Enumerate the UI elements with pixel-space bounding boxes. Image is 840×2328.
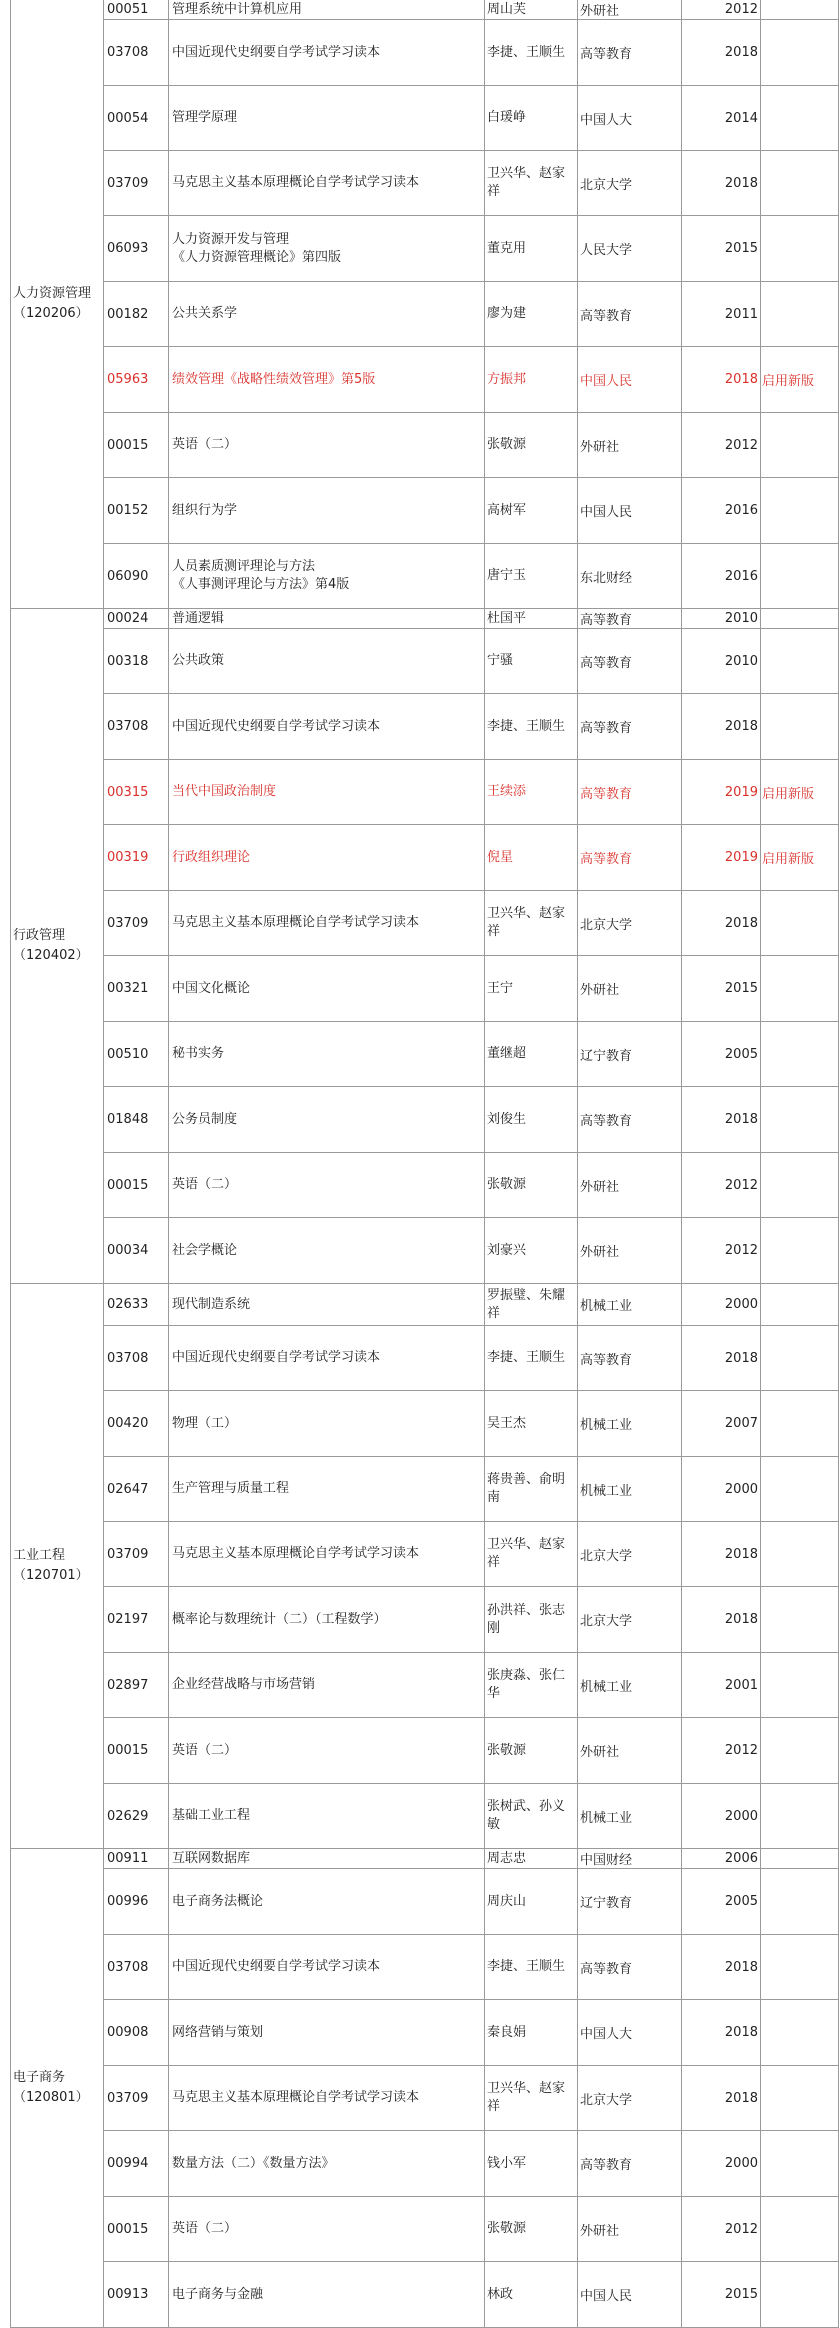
year-cell: 2018 <box>682 2000 761 2066</box>
course-name-cell: 社会学概论 <box>169 1218 485 1284</box>
author-cell: 周志忠 <box>485 1849 578 1869</box>
course-code-cell: 00510 <box>104 1022 169 1087</box>
note-cell <box>761 2000 839 2066</box>
publisher-cell: 机械工业 <box>578 1284 682 1326</box>
note-cell: 启用新版 <box>761 760 839 825</box>
year-cell: 2012 <box>682 1218 761 1284</box>
course-code-cell: 00908 <box>104 2000 169 2066</box>
course-code-cell: 02629 <box>104 1784 169 1849</box>
publisher-cell: 东北财经 <box>578 544 682 609</box>
course-code-cell: 00182 <box>104 282 169 347</box>
author-cell: 倪星 <box>485 825 578 891</box>
note-cell <box>761 2197 839 2262</box>
major-cell: 行政管理（120402） <box>11 609 104 1284</box>
author-cell: 钱小军 <box>485 2131 578 2197</box>
table-row <box>11 1218 839 1284</box>
year-cell: 2019 <box>682 825 761 891</box>
course-code-cell: 02197 <box>104 1587 169 1653</box>
course-name-cell: 公共政策 <box>169 629 485 694</box>
course-code-cell: 00015 <box>104 2197 169 2262</box>
note-cell <box>761 1218 839 1284</box>
table-row <box>11 1784 839 1849</box>
table-row <box>11 1284 839 1326</box>
author-cell: 秦良娟 <box>485 2000 578 2066</box>
year-cell: 2007 <box>682 1391 761 1457</box>
table-row <box>11 151 839 216</box>
year-cell: 2006 <box>682 1849 761 1869</box>
course-code-cell: 03709 <box>104 151 169 216</box>
course-code-cell: 00318 <box>104 629 169 694</box>
author-cell: 卫兴华、赵家祥 <box>485 151 578 216</box>
course-name-cell: 秘书实务 <box>169 1022 485 1087</box>
author-cell: 高树军 <box>485 478 578 544</box>
year-cell: 2014 <box>682 86 761 151</box>
table-row <box>11 956 839 1022</box>
note-cell <box>761 282 839 347</box>
course-name-cell: 概率论与数理统计（二）（工程数学） <box>169 1587 485 1653</box>
author-cell: 卫兴华、赵家祥 <box>485 891 578 956</box>
note-cell <box>761 216 839 282</box>
course-code-cell: 00054 <box>104 86 169 151</box>
note-cell <box>761 1522 839 1587</box>
author-cell: 廖为建 <box>485 282 578 347</box>
author-cell: 唐宁玉 <box>485 544 578 609</box>
course-name-cell: 绩效管理《战略性绩效管理》第5版 <box>169 347 485 413</box>
note-cell <box>761 1869 839 1935</box>
author-cell: 张敬源 <box>485 413 578 478</box>
author-cell: 张敬源 <box>485 1153 578 1218</box>
course-name-cell: 人员素质测评理论与方法 《人事测评理论与方法》第4版 <box>169 544 485 609</box>
table-row <box>11 1391 839 1457</box>
course-code-cell: 00015 <box>104 413 169 478</box>
year-cell: 2019 <box>682 760 761 825</box>
note-cell <box>761 1587 839 1653</box>
note-cell <box>761 1087 839 1153</box>
year-cell: 2012 <box>682 1153 761 1218</box>
publisher-cell: 外研社 <box>578 956 682 1022</box>
course-name-cell: 组织行为学 <box>169 478 485 544</box>
year-cell: 2015 <box>682 956 761 1022</box>
note-cell <box>761 544 839 609</box>
author-cell: 张庚淼、张仁华 <box>485 1653 578 1718</box>
author-cell: 张敬源 <box>485 1718 578 1784</box>
course-name-cell: 电子商务法概论 <box>169 1869 485 1935</box>
course-code-cell: 00051 <box>104 0 169 20</box>
table-row <box>11 760 839 825</box>
table-row <box>11 1153 839 1218</box>
publisher-cell: 北京大学 <box>578 1587 682 1653</box>
author-cell: 李捷、王顺生 <box>485 1935 578 2000</box>
course-name-cell: 基础工业工程 <box>169 1784 485 1849</box>
note-cell: 启用新版 <box>761 825 839 891</box>
course-table <box>10 0 839 2328</box>
table-row <box>11 1718 839 1784</box>
author-cell: 吴王杰 <box>485 1391 578 1457</box>
year-cell: 2018 <box>682 1935 761 2000</box>
publisher-cell: 外研社 <box>578 1153 682 1218</box>
publisher-cell: 辽宁教育 <box>578 1022 682 1087</box>
table-row <box>11 1587 839 1653</box>
author-cell: 卫兴华、赵家祥 <box>485 2066 578 2131</box>
year-cell: 2000 <box>682 1784 761 1849</box>
publisher-cell: 外研社 <box>578 2197 682 2262</box>
note-cell <box>761 413 839 478</box>
author-cell: 方振邦 <box>485 347 578 413</box>
course-name-cell: 现代制造系统 <box>169 1284 485 1326</box>
course-code-cell: 00034 <box>104 1218 169 1284</box>
year-cell: 2018 <box>682 347 761 413</box>
course-name-cell: 英语（二） <box>169 2197 485 2262</box>
author-cell: 王宁 <box>485 956 578 1022</box>
year-cell: 2012 <box>682 413 761 478</box>
course-code-cell: 03708 <box>104 1326 169 1391</box>
publisher-cell: 高等教育 <box>578 1087 682 1153</box>
year-cell: 2016 <box>682 544 761 609</box>
publisher-cell: 高等教育 <box>578 20 682 86</box>
course-code-cell: 03709 <box>104 1522 169 1587</box>
year-cell: 2018 <box>682 1522 761 1587</box>
note-cell <box>761 891 839 956</box>
course-code-cell: 01848 <box>104 1087 169 1153</box>
course-code-cell: 02647 <box>104 1457 169 1522</box>
table-row <box>11 216 839 282</box>
publisher-cell: 外研社 <box>578 0 682 20</box>
table-row <box>11 2131 839 2197</box>
table-row <box>11 2262 839 2328</box>
year-cell: 2018 <box>682 1587 761 1653</box>
note-cell <box>761 1718 839 1784</box>
course-name-cell: 中国近现代史纲要自学考试学习读本 <box>169 694 485 760</box>
course-name-cell: 中国近现代史纲要自学考试学习读本 <box>169 1326 485 1391</box>
publisher-cell: 北京大学 <box>578 151 682 216</box>
author-cell: 周山芙 <box>485 0 578 20</box>
course-name-cell: 物理（工） <box>169 1391 485 1457</box>
publisher-cell: 高等教育 <box>578 694 682 760</box>
year-cell: 2012 <box>682 0 761 20</box>
author-cell: 李捷、王顺生 <box>485 1326 578 1391</box>
note-cell <box>761 2066 839 2131</box>
course-name-cell: 中国近现代史纲要自学考试学习读本 <box>169 1935 485 2000</box>
table-row <box>11 347 839 413</box>
table-row <box>11 891 839 956</box>
course-code-cell: 03709 <box>104 2066 169 2131</box>
note-cell <box>761 1153 839 1218</box>
table-row <box>11 20 839 86</box>
publisher-cell: 中国人民 <box>578 347 682 413</box>
course-name-cell: 行政组织理论 <box>169 825 485 891</box>
table-row <box>11 694 839 760</box>
course-code-cell: 00315 <box>104 760 169 825</box>
course-code-cell: 00420 <box>104 1391 169 1457</box>
course-name-cell: 英语（二） <box>169 1153 485 1218</box>
course-name-cell: 网络营销与策划 <box>169 2000 485 2066</box>
course-name-cell: 企业经营战略与市场营销 <box>169 1653 485 1718</box>
course-code-cell: 00015 <box>104 1718 169 1784</box>
publisher-cell: 高等教育 <box>578 2131 682 2197</box>
year-cell: 2010 <box>682 629 761 694</box>
publisher-cell: 中国人大 <box>578 86 682 151</box>
table-row <box>11 1935 839 2000</box>
course-name-cell: 中国文化概论 <box>169 956 485 1022</box>
course-name-cell: 马克思主义基本原理概论自学考试学习读本 <box>169 2066 485 2131</box>
author-cell: 罗振璧、朱耀祥 <box>485 1284 578 1326</box>
table-row <box>11 1457 839 1522</box>
note-cell <box>761 1653 839 1718</box>
note-cell <box>761 151 839 216</box>
course-name-cell: 数量方法（二）《数量方法》 <box>169 2131 485 2197</box>
publisher-cell: 高等教育 <box>578 760 682 825</box>
publisher-cell: 高等教育 <box>578 609 682 629</box>
year-cell: 2018 <box>682 1087 761 1153</box>
author-cell: 董克用 <box>485 216 578 282</box>
publisher-cell: 机械工业 <box>578 1457 682 1522</box>
year-cell: 2000 <box>682 1284 761 1326</box>
course-code-cell: 00024 <box>104 609 169 629</box>
table-row <box>11 413 839 478</box>
table-row <box>11 2197 839 2262</box>
publisher-cell: 机械工业 <box>578 1784 682 1849</box>
year-cell: 2015 <box>682 2262 761 2328</box>
course-code-cell: 06090 <box>104 544 169 609</box>
publisher-cell: 中国人民 <box>578 478 682 544</box>
year-cell: 2012 <box>682 2197 761 2262</box>
course-name-cell: 公务员制度 <box>169 1087 485 1153</box>
table-row <box>11 2000 839 2066</box>
publisher-cell: 机械工业 <box>578 1391 682 1457</box>
year-cell: 2016 <box>682 478 761 544</box>
table-row <box>11 2066 839 2131</box>
author-cell: 宁骚 <box>485 629 578 694</box>
course-code-cell: 02897 <box>104 1653 169 1718</box>
course-name-cell: 英语（二） <box>169 413 485 478</box>
note-cell <box>761 609 839 629</box>
table-row <box>11 1869 839 1935</box>
publisher-cell: 高等教育 <box>578 825 682 891</box>
note-cell <box>761 1784 839 1849</box>
publisher-cell: 高等教育 <box>578 1326 682 1391</box>
note-cell <box>761 86 839 151</box>
year-cell: 2001 <box>682 1653 761 1718</box>
course-name-cell: 当代中国政治制度 <box>169 760 485 825</box>
year-cell: 2010 <box>682 609 761 629</box>
publisher-cell: 人民大学 <box>578 216 682 282</box>
table-row <box>11 1522 839 1587</box>
course-code-cell: 05963 <box>104 347 169 413</box>
table-row <box>11 282 839 347</box>
author-cell: 董继超 <box>485 1022 578 1087</box>
course-name-cell: 马克思主义基本原理概论自学考试学习读本 <box>169 1522 485 1587</box>
year-cell: 2018 <box>682 20 761 86</box>
table-row <box>11 1653 839 1718</box>
course-code-cell: 03708 <box>104 694 169 760</box>
course-code-cell: 03708 <box>104 1935 169 2000</box>
author-cell: 杜国平 <box>485 609 578 629</box>
note-cell <box>761 478 839 544</box>
year-cell: 2011 <box>682 282 761 347</box>
publisher-cell: 中国人大 <box>578 2000 682 2066</box>
course-name-cell: 管理学原理 <box>169 86 485 151</box>
major-cell: 电子商务（120801） <box>11 1849 104 2328</box>
table-row <box>11 825 839 891</box>
course-code-cell: 03708 <box>104 20 169 86</box>
course-code-cell: 00319 <box>104 825 169 891</box>
course-code-cell: 00911 <box>104 1849 169 1869</box>
year-cell: 2018 <box>682 151 761 216</box>
note-cell <box>761 1022 839 1087</box>
year-cell: 2000 <box>682 2131 761 2197</box>
publisher-cell: 北京大学 <box>578 1522 682 1587</box>
author-cell: 刘俊生 <box>485 1087 578 1153</box>
table-row <box>11 629 839 694</box>
course-name-cell: 普通逻辑 <box>169 609 485 629</box>
year-cell: 2018 <box>682 1326 761 1391</box>
course-code-cell: 02633 <box>104 1284 169 1326</box>
year-cell: 2005 <box>682 1022 761 1087</box>
author-cell: 蒋贵善、俞明南 <box>485 1457 578 1522</box>
course-name-cell: 马克思主义基本原理概论自学考试学习读本 <box>169 891 485 956</box>
author-cell: 张树武、孙义敏 <box>485 1784 578 1849</box>
table-row <box>11 478 839 544</box>
course-name-cell: 生产管理与质量工程 <box>169 1457 485 1522</box>
publisher-cell: 高等教育 <box>578 282 682 347</box>
course-code-cell: 03709 <box>104 891 169 956</box>
publisher-cell: 外研社 <box>578 413 682 478</box>
course-name-cell: 公共关系学 <box>169 282 485 347</box>
course-code-cell: 00994 <box>104 2131 169 2197</box>
table-row <box>11 1022 839 1087</box>
publisher-cell: 高等教育 <box>578 629 682 694</box>
publisher-cell: 高等教育 <box>578 1935 682 2000</box>
year-cell: 2018 <box>682 694 761 760</box>
year-cell: 2015 <box>682 216 761 282</box>
table-row <box>11 86 839 151</box>
year-cell: 2005 <box>682 1869 761 1935</box>
course-code-cell: 00015 <box>104 1153 169 1218</box>
course-name-cell: 电子商务与金融 <box>169 2262 485 2328</box>
publisher-cell: 中国人民 <box>578 2262 682 2328</box>
publisher-cell: 机械工业 <box>578 1653 682 1718</box>
author-cell: 林政 <box>485 2262 578 2328</box>
publisher-cell: 辽宁教育 <box>578 1869 682 1935</box>
course-code-cell: 00321 <box>104 956 169 1022</box>
publisher-cell: 北京大学 <box>578 891 682 956</box>
course-code-cell: 00913 <box>104 2262 169 2328</box>
note-cell <box>761 20 839 86</box>
author-cell: 周庆山 <box>485 1869 578 1935</box>
course-code-cell: 06093 <box>104 216 169 282</box>
table-row <box>11 609 839 629</box>
course-code-cell: 00152 <box>104 478 169 544</box>
note-cell <box>761 1457 839 1522</box>
table-row <box>11 1326 839 1391</box>
author-cell: 卫兴华、赵家祥 <box>485 1522 578 1587</box>
note-cell <box>761 1326 839 1391</box>
table-row <box>11 1087 839 1153</box>
year-cell: 2012 <box>682 1718 761 1784</box>
author-cell: 王续添 <box>485 760 578 825</box>
course-name-cell: 管理系统中计算机应用 <box>169 0 485 20</box>
publisher-cell: 外研社 <box>578 1718 682 1784</box>
note-cell: 启用新版 <box>761 347 839 413</box>
note-cell <box>761 2262 839 2328</box>
course-code-cell: 00996 <box>104 1869 169 1935</box>
author-cell: 刘豪兴 <box>485 1218 578 1284</box>
major-cell: 工业工程（120701） <box>11 1284 104 1849</box>
author-cell: 李捷、王顺生 <box>485 20 578 86</box>
note-cell <box>761 1391 839 1457</box>
year-cell: 2000 <box>682 1457 761 1522</box>
table-row <box>11 0 839 20</box>
course-name-cell: 马克思主义基本原理概论自学考试学习读本 <box>169 151 485 216</box>
publisher-cell: 北京大学 <box>578 2066 682 2131</box>
major-cell: 人力资源管理（120206） <box>11 0 104 609</box>
author-cell: 李捷、王顺生 <box>485 694 578 760</box>
publisher-cell: 中国财经 <box>578 1849 682 1869</box>
note-cell <box>761 1284 839 1326</box>
note-cell <box>761 629 839 694</box>
course-name-cell: 互联网数据库 <box>169 1849 485 1869</box>
course-name-cell: 中国近现代史纲要自学考试学习读本 <box>169 20 485 86</box>
course-table-body <box>11 0 839 2328</box>
author-cell: 白瑗峥 <box>485 86 578 151</box>
course-name-cell: 人力资源开发与管理 《人力资源管理概论》第四版 <box>169 216 485 282</box>
author-cell: 张敬源 <box>485 2197 578 2262</box>
publisher-cell: 外研社 <box>578 1218 682 1284</box>
table-row <box>11 1849 839 1869</box>
year-cell: 2018 <box>682 2066 761 2131</box>
note-cell <box>761 1935 839 2000</box>
year-cell: 2018 <box>682 891 761 956</box>
note-cell <box>761 956 839 1022</box>
note-cell <box>761 0 839 20</box>
course-name-cell: 英语（二） <box>169 1718 485 1784</box>
note-cell <box>761 694 839 760</box>
note-cell <box>761 2131 839 2197</box>
author-cell: 孙洪祥、张志刚 <box>485 1587 578 1653</box>
note-cell <box>761 1849 839 1869</box>
table-row <box>11 544 839 609</box>
